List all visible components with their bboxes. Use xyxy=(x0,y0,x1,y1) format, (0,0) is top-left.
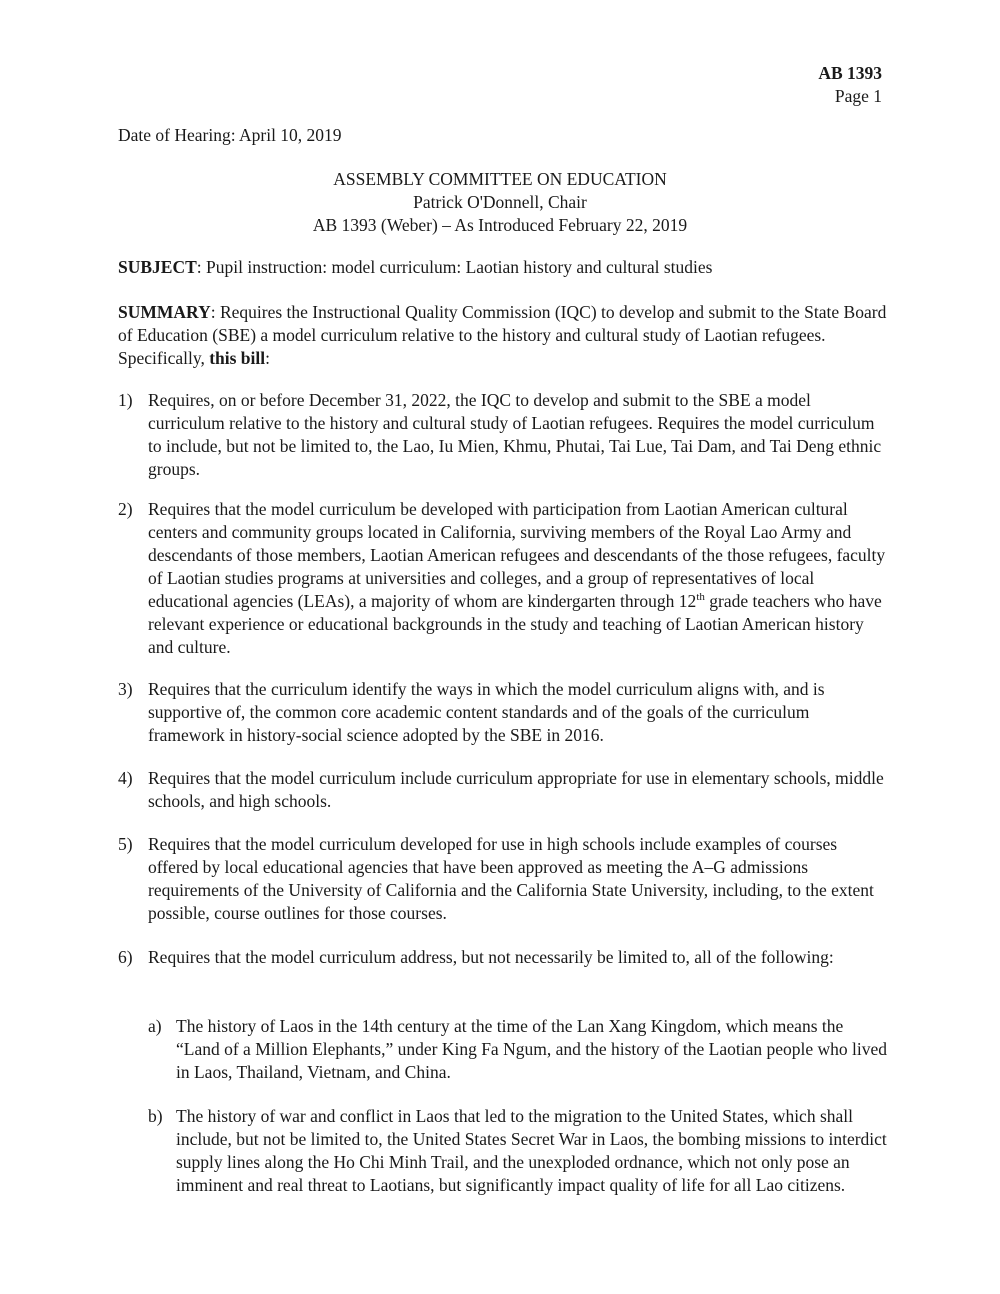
item-text: Requires that the curriculum identify the ways in which the model curriculum aligns with, and is supportive of, the common core academic content standards and of the goals of the curriculum framework in history-social science adopted by the SBE in 2016. xyxy=(148,679,825,745)
list-item xyxy=(118,678,888,747)
bill-number: AB 1393 xyxy=(818,63,882,83)
subitem-text: The history of Laos in the 14th century at the time of the Lan Xang Kingdom, which means the “Land of a Million Elephants,” under King Fa Ngum, and the history of the Laotian people who lived in Laos, Thailand, Vietnam, and China. xyxy=(176,1016,888,1082)
item-number: 1) xyxy=(118,390,133,410)
item-text xyxy=(148,498,888,659)
item-number: 3) xyxy=(118,679,133,699)
subitem-letter: a) xyxy=(148,1016,162,1036)
page-number: Page 1 xyxy=(834,86,882,106)
summary-label: SUMMARY xyxy=(118,302,211,322)
sub-list-item xyxy=(148,1015,888,1084)
list-item xyxy=(118,767,888,813)
list-item xyxy=(118,833,888,925)
list-item xyxy=(118,946,888,969)
ordinal-suffix: th xyxy=(696,591,705,604)
item-text: Requires that the model curriculum developed for use in high schools include examples of courses offered by local educational agencies that have been approved as meeting the A–G admissions requirements of the University of California and the California State University, including, to the extent possible, course outlines for those courses. xyxy=(148,834,874,923)
committee-chair: Patrick O'Donnell, Chair xyxy=(413,192,587,212)
summary-text: : Requires the Instructional Quality Commission (IQC) to develop and submit to the State Board of Education (SBE) a model curriculum relative to the history and cultural study of Laotian refugees. Specifically, xyxy=(118,302,887,368)
page-header xyxy=(818,62,882,108)
item-number: 2) xyxy=(118,499,133,519)
item-number: 6) xyxy=(118,947,133,967)
summary-paragraph xyxy=(118,301,888,370)
item-text: Requires that the model curriculum address, but not necessarily be limited to, all of the following: xyxy=(148,947,834,967)
committee-heading xyxy=(0,168,1000,237)
list-item xyxy=(118,389,888,481)
subitem-letter: b) xyxy=(148,1106,163,1126)
subject-label: SUBJECT xyxy=(118,257,197,277)
bill-title-line: AB 1393 (Weber) – As Introduced February 22, 2019 xyxy=(312,215,688,235)
hearing-date: Date of Hearing: April 10, 2019 xyxy=(118,125,342,145)
item-number: 5) xyxy=(118,834,133,854)
subject-paragraph xyxy=(118,256,888,279)
item-text-part: grade teachers who have relevant experience or educational backgrounds in the study and teaching of Laotian American history and culture. xyxy=(148,591,882,657)
committee-name: ASSEMBLY COMMITTEE ON EDUCATION xyxy=(333,169,667,189)
subject-text: : Pupil instruction: model curriculum: Laotian history and cultural studies xyxy=(196,257,713,277)
item-text: Requires that the model curriculum include curriculum appropriate for use in elementary schools, middle schools, and high schools. xyxy=(148,768,884,811)
sub-list-item xyxy=(148,1105,888,1197)
item-number: 4) xyxy=(118,768,133,788)
subitem-text: The history of war and conflict in Laos that led to the migration to the United States, which shall include, but not be limited to, the United States Secret War in Laos, the bombing missions to interdict supply lines along the Ho Chi Minh Trail, and the unexploded ordnance, which not only pose an imminent and real threat to Laotians, but significantly impact quality of life for all Lao citizens. xyxy=(176,1106,887,1195)
item-text-part: Requires that the model curriculum be developed with participation from Laotian American cultural centers and community groups located in California, surviving members of the Royal Lao Army and descendants of those members, Laotian American refugees and descendants of the those refugees, faculty of Laotian studies programs at universities and colleges, and a group of representatives of local educational agencies (LEAs), a majority of whom are kindergarten through 12 xyxy=(148,499,886,611)
list-item xyxy=(118,498,888,659)
summary-bold-tail: this bill xyxy=(209,348,266,368)
item-text: Requires, on or before December 31, 2022, the IQC to develop and submit to the SBE a model curriculum relative to the history and cultural study of Laotian refugees. Requires the model curriculum to include, but not be limited to, the Lao, Iu Mien, Khmu, Phutai, Tai Lue, Tai Dam, and Tai Deng ethnic groups. xyxy=(148,390,882,479)
summary-end: : xyxy=(265,348,271,368)
